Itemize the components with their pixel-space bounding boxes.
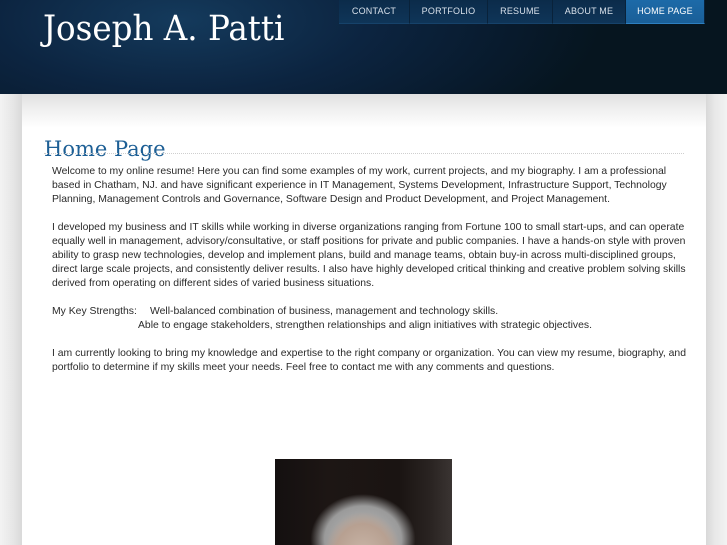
nav-about-me[interactable]: ABOUT ME	[553, 0, 626, 24]
strength-item: Well-balanced combination of business, management and technology skills.	[150, 306, 499, 317]
closing-paragraph: I am currently looking to bring my knowledge and expertise to the right company or organization. You can view my resume, biography, and portfolio to determine if my skills meet your needs. Feel free to contact me with any comments and questions.	[52, 348, 686, 373]
nav-home-page[interactable]: HOME PAGE	[626, 0, 705, 24]
site-header	[0, 0, 727, 94]
page-title: Home Page	[44, 137, 166, 162]
page-shadow-right	[706, 94, 727, 545]
heading-divider	[44, 153, 684, 154]
nav-resume[interactable]: RESUME	[488, 0, 553, 24]
key-strengths	[52, 305, 692, 333]
main-nav	[339, 0, 705, 24]
nav-portfolio[interactable]: PORTFOLIO	[410, 0, 488, 24]
strengths-label: My Key Strengths:	[52, 306, 137, 317]
strength-item: Able to engage stakeholders, strengthen relationships and align initiatives with strategic objectives.	[138, 320, 592, 331]
site-title[interactable]: Joseph A. Patti	[43, 9, 285, 49]
portrait-photo	[275, 459, 452, 545]
experience-paragraph: I developed my business and IT skills while working in diverse organizations ranging from Fortune 100 to small start-ups, and can operate equally well in management, advisory/consultative, or staff positions for private and public companies. I have a hands-on style with proven ability to grasp new technologies, develop and implement plans, build and manage teams, obtain buy-in across multi-disciplined groups, direct large scale projects, and consistently deliver results. I also have highly developed critical thinking and creative problem solving skills derived from operating on different sides of varied business situations.	[52, 222, 686, 289]
content-area	[22, 94, 706, 545]
intro-paragraph: Welcome to my online resume! Here you can find some examples of my work, current projects, and my biography. I am a professional based in Chatham, NJ. and have significant experience in IT Management, Systems Development, Infrastructure Support, Technology Planning, Management Controls and Governance, Software Design and Product Development, and Project Management.	[52, 166, 667, 205]
nav-contact[interactable]: CONTACT	[339, 0, 410, 24]
body-text	[52, 165, 692, 389]
page-shadow-left	[0, 94, 22, 545]
